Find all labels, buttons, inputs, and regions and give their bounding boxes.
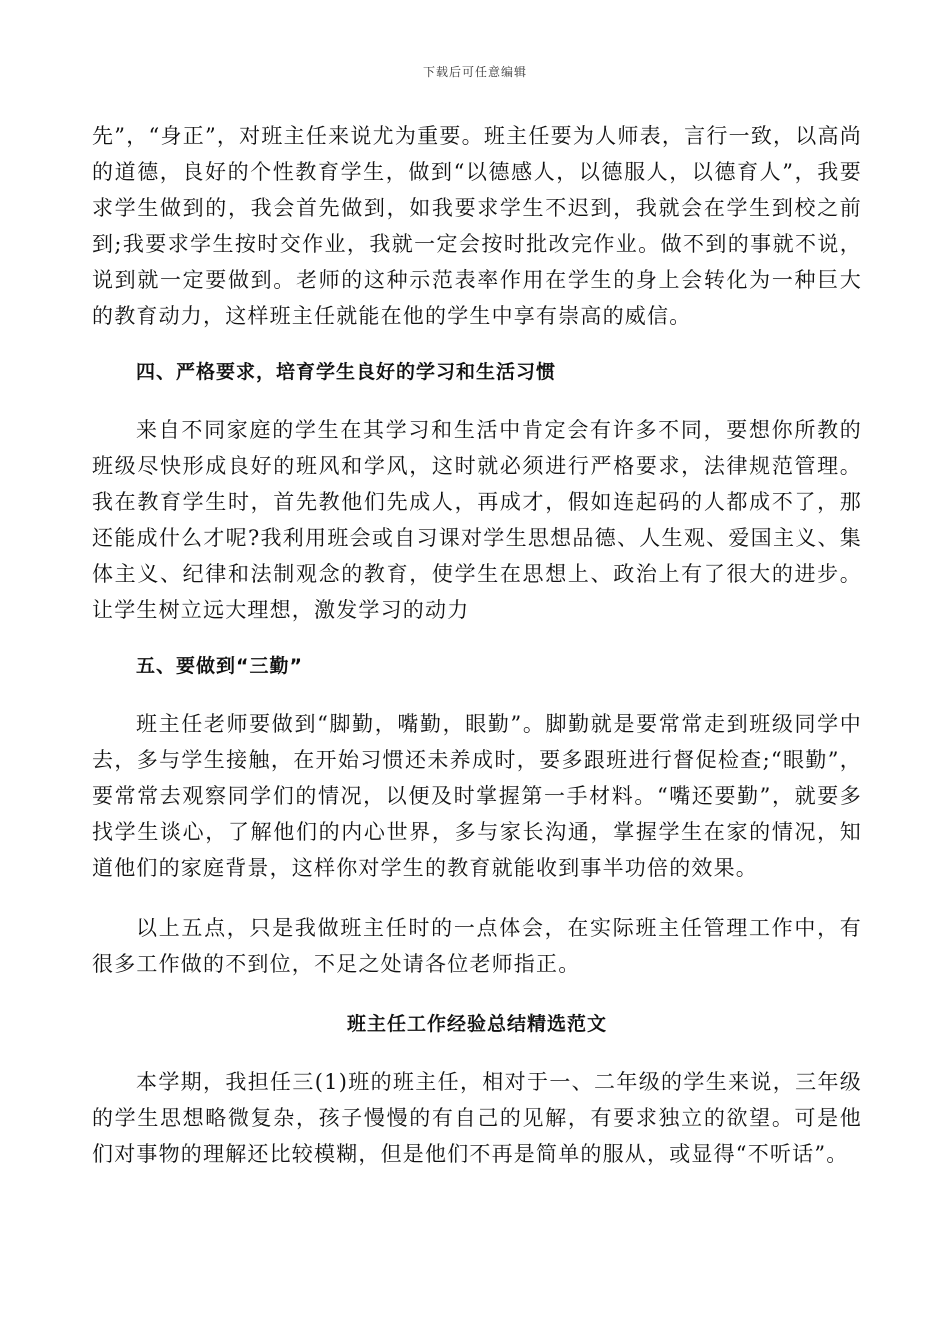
page-header: 下载后可任意编辑 (422, 65, 527, 79)
section-heading-three-diligences: 五、要做到“三勤” (136, 655, 303, 677)
article-title: 班主任工作经验总结精选范文 (346, 1013, 607, 1035)
paragraph-three-diligences: 班主任老师要做到“脚勤，嘴勤，眼勤”。脚勤就是要常常走到班级同学中去，多与学生接触，在开始习惯还未养成时，要多跟班进行督促检查;“眼勤”，要常常去观察同学们的情况，以便及时掌握第一手材料。“嘴还要勤”，就要多找学生谈心，了解他们的内心世界，多与家长沟通，掌握学生在家的情况，知道他们的家庭背景，这样你对学生的教育就能收到事半功倍的效果。 (92, 712, 862, 880)
paragraph-semester-intro: 本学期，我担任三(1)班的班主任，相对于一、二年级的学生来说，三年级的学生思想略微复杂，孩子慢慢的有自己的见解，有要求独立的欲望。可是他们对事物的理解还比较模糊，但是他们不再是简单的服从，或显得“不听话”。 (92, 1070, 862, 1166)
paragraph-role-model: 先”，“身正”，对班主任来说尤为重要。班主任要为人师表，言行一致，以高尚的道德，良好的个性教育学生，做到“以德感人，以德服人，以德育人”，我要求学生做到的，我会首先做到，如我要求学生不迟到，我就会在学生到校之前到;我要求学生按时交作业，我就一定会按时批改完作业。做不到的事就不说，说到就一定要做到。老师的这种示范表率作用在学生的身上会转化为一种巨大的教育动力，这样班主任就能在他的学生中享有崇高的威信。 (92, 124, 862, 328)
paragraph-strict-requirements: 来自不同家庭的学生在其学习和生活中肯定会有许多不同，要想你所教的班级尽快形成良好的班风和学风，这时就必须进行严格要求，法律规范管理。我在教育学生时，首先教他们先成人，再成才，假如连起码的人都成不了，那还能成什么才呢?我利用班会或自习课对学生思想品德、人生观、爱国主义、集体主义、纪律和法制观念的教育，使学生在思想上、政治上有了很大的进步。让学生树立远大理想，激发学习的动力 (92, 418, 862, 622)
paragraph-conclusion: 以上五点，只是我做班主任时的一点体会，在实际班主任管理工作中，有很多工作做的不到位，不足之处请各位老师指正。 (92, 916, 862, 976)
section-heading-strict-requirements: 四、严格要求，培育学生良好的学习和生活习惯 (136, 361, 557, 383)
document-body (92, 118, 862, 1172)
